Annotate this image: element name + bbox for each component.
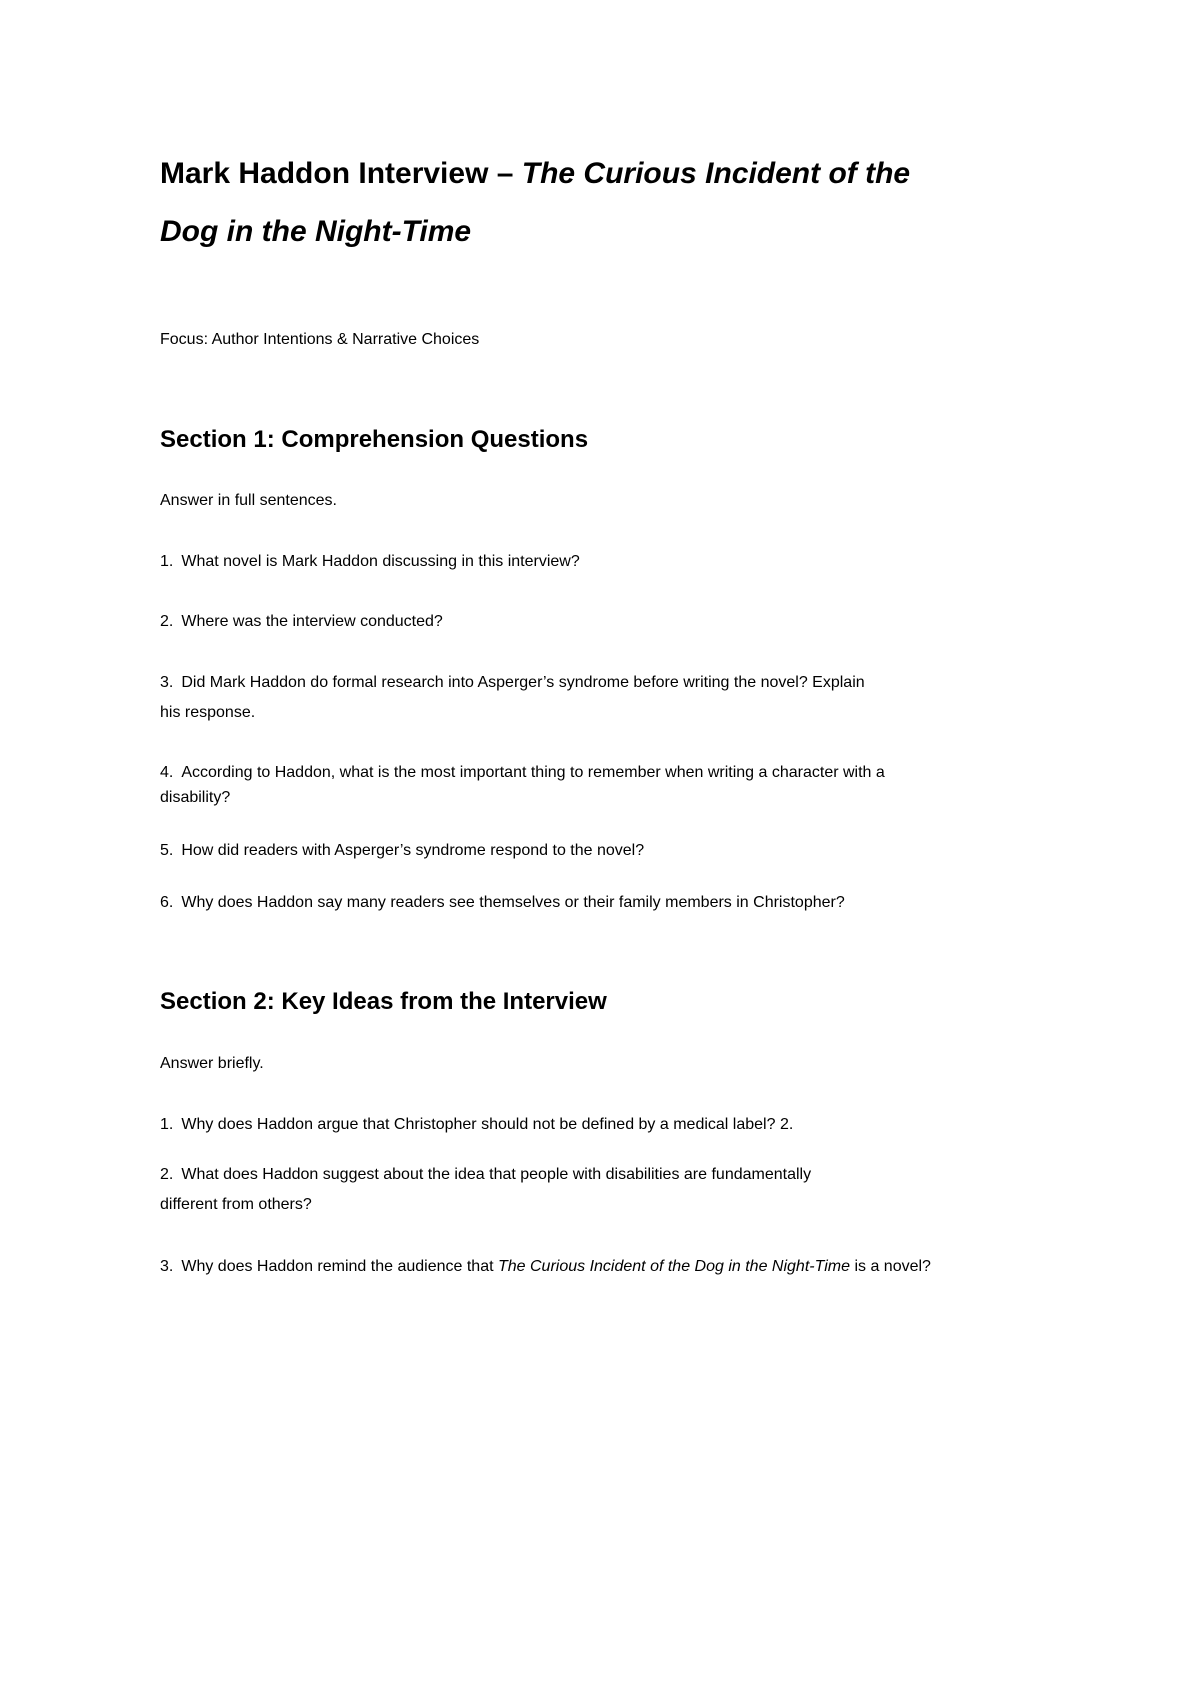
title-italic-2: Dog in the Night-Time: [160, 215, 472, 248]
question-number: 2.: [160, 613, 174, 630]
question-number: 4.: [160, 764, 174, 781]
section-1-heading: Section 1: Comprehension Questions: [160, 426, 589, 453]
question-number: 1.: [160, 553, 174, 570]
title-italic-1: The Curious Incident of the: [521, 157, 911, 190]
s2-question-1: [160, 1113, 793, 1137]
question-number: 3.: [160, 674, 174, 691]
question-text-before: Why does Haddon remind the audience that: [181, 1258, 498, 1275]
question-text: What does Haddon suggest about the idea that people with disabilities are fundamentally: [181, 1166, 812, 1183]
s2-question-2: [160, 1163, 811, 1187]
question-number: 3.: [160, 1258, 174, 1275]
s1-question-5: [160, 839, 644, 863]
question-number: 2.: [160, 1166, 174, 1183]
section-1-instruction: Answer in full sentences.: [160, 492, 337, 509]
s1-question-1: [160, 550, 580, 574]
question-number: 5.: [160, 842, 174, 859]
section-2-heading: Section 2: Key Ideas from the Interview: [160, 988, 607, 1015]
s2-question-3: [160, 1255, 931, 1279]
title-plain: Mark Haddon Interview –: [160, 157, 522, 190]
question-text: Where was the interview conducted?: [181, 613, 443, 630]
s1-question-2: [160, 610, 443, 634]
question-text: How did readers with Asperger’s syndrome respond to the novel?: [181, 842, 645, 859]
s1-question-3-continuation: his response.: [160, 704, 256, 721]
s1-question-4-continuation: disability?: [160, 789, 231, 806]
s1-question-4: [160, 761, 885, 785]
question-number: 1.: [160, 1116, 174, 1133]
focus-line: Focus: Author Intentions & Narrative Choices: [160, 331, 480, 348]
question-text: According to Haddon, what is the most important thing to remember when writing a character with a: [181, 764, 885, 781]
s1-question-3: [160, 671, 865, 695]
s1-question-6: [160, 891, 845, 915]
s2-question-2-continuation: different from others?: [160, 1196, 312, 1213]
question-text: Why does Haddon argue that Christopher should not be defined by a medical label? 2.: [181, 1116, 794, 1133]
novel-title-italic: The Curious Incident of the Dog in the Night-Time: [497, 1258, 851, 1275]
document-title-line-2: [160, 203, 471, 261]
question-text-after: is a novel?: [850, 1258, 931, 1275]
section-2-instruction: Answer briefly.: [160, 1055, 264, 1072]
question-text: What novel is Mark Haddon discussing in this interview?: [181, 553, 580, 570]
question-text: Why does Haddon say many readers see themselves or their family members in Christopher?: [181, 894, 845, 911]
document-title-line-1: [160, 145, 910, 203]
question-number: 6.: [160, 894, 174, 911]
question-text: Did Mark Haddon do formal research into Asperger’s syndrome before writing the novel? Explain: [181, 674, 865, 691]
